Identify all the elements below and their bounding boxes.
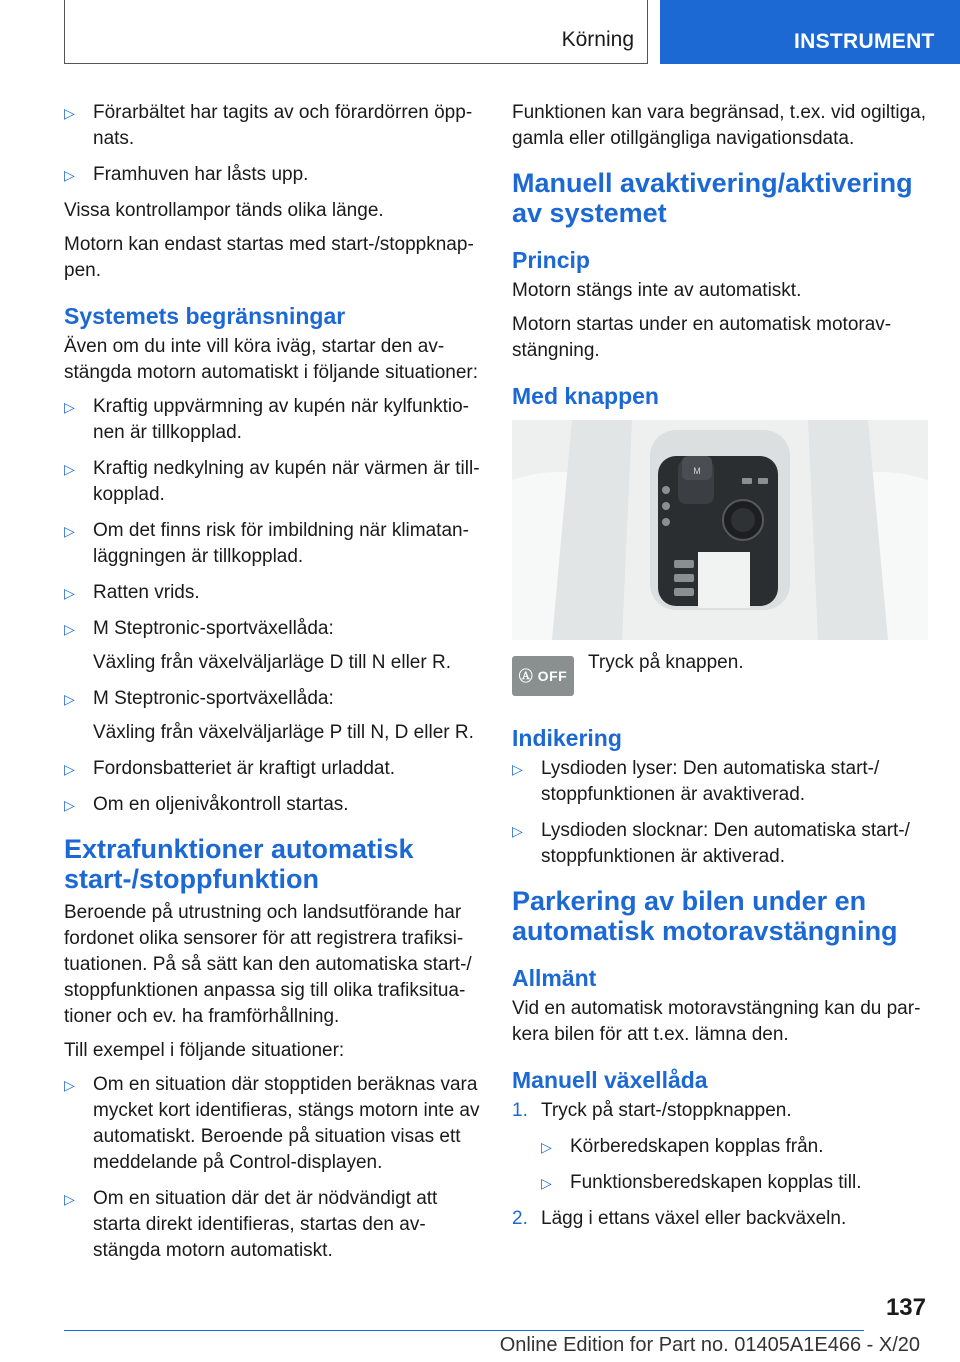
list-item: ▷ Fordonsbatteriet är kraftigt urladdat. <box>64 756 480 782</box>
triangle-bullet-icon: ▷ <box>64 761 75 777</box>
paragraph: Motorn stängs inte av automatiskt. <box>512 280 802 301</box>
list-item: ▷ Förarbältet har tagits av och förardörren öppnats. <box>64 102 473 149</box>
list-item: 1. Tryck på start-/stoppknappen. <box>512 1100 792 1121</box>
list-item: ▷ Funktionsberedskapen kopplas till. <box>541 1170 928 1196</box>
paragraph: Även om du inte vill köra iväg, startar den avstängda motorn automatiskt i följande situationer: <box>64 336 479 383</box>
triangle-bullet-icon: ▷ <box>512 823 523 839</box>
list-item: 2. Lägg i ettans växel eller backväxeln. <box>512 1208 847 1229</box>
button-instruction: Ⓐ OFF Tryck på knappen. <box>512 656 928 700</box>
triangle-bullet-icon: ▷ <box>541 1175 552 1191</box>
list-item: ▷ Lysdioden lyser: Den automatiska start-/ stoppfunktionen är avaktiverad. <box>512 758 880 805</box>
footer-edition: Online Edition for Part no. 01405A1E466 - X/20 <box>499 1334 920 1356</box>
triangle-bullet-icon: ▷ <box>64 585 75 601</box>
paragraph: Funktionen kan vara begränsad, t.ex. vid ogiltiga, gamla eller otillgängliga navigationsdata. <box>512 102 927 149</box>
list-item: ▷ M Steptronic-sportväxellåda: Växling från växelväljarläge P till N, D eller R. <box>64 688 474 743</box>
triangle-bullet-icon: ▷ <box>541 1139 552 1155</box>
section-heading: Extrafunktioner automatisk start-/stoppfunktion <box>64 834 414 894</box>
list-item: ▷ Om en oljenivåkontroll startas. <box>64 792 480 818</box>
subsection-heading: Allmänt <box>512 965 597 991</box>
triangle-bullet-icon: ▷ <box>64 399 75 415</box>
subsection-heading: Indikering <box>512 725 622 751</box>
list-item: ▷ Om det finns risk för imbildning när klimatanläggningen är tillkopplad. <box>64 520 469 567</box>
paragraph: Motorn startas under en automatisk motoravstängning. <box>512 314 892 361</box>
paragraph: Vissa kontrollampor tänds olika länge. <box>64 200 384 221</box>
subsection-heading: Med knappen <box>512 383 659 409</box>
list-item: ▷ Kraftig uppvärmning av kupén när kylfunktionen är tillkopplad. <box>64 396 469 443</box>
page-number: 137 <box>885 1294 926 1321</box>
subsection-heading: Princip <box>512 247 590 273</box>
triangle-bullet-icon: ▷ <box>64 105 75 121</box>
paragraph: Motorn kan endast startas med start-/stoppknappen. <box>64 234 474 281</box>
triangle-bullet-icon: ▷ <box>64 691 75 707</box>
triangle-bullet-icon: ▷ <box>64 523 75 539</box>
triangle-bullet-icon: ▷ <box>64 1077 75 1093</box>
list-item: ▷ Lysdioden slocknar: Den automatiska start-/ stoppfunktionen är aktiverad. <box>512 820 910 867</box>
list-item: ▷ Kraftig nedkylning av kupén när värmen är tillkopplad. <box>64 458 480 505</box>
paragraph: Beroende på utrustning och landsutförande har fordonet olika sensorer för att registrera trafiksituationen. På så sätt kan den automatiska start-/ stoppfunktionen anpassa sig till olika trafiksituationer och ev. ha framförhållning. <box>64 902 472 1027</box>
list-item: ▷ Ratten vrids. <box>64 580 480 606</box>
header-tab-instrument[interactable]: INSTRUMENT <box>660 0 960 64</box>
left-column <box>64 100 480 1274</box>
triangle-bullet-icon: ▷ <box>64 797 75 813</box>
center-console-photo <box>512 420 928 640</box>
list-item: ▷ Om en situation där stopptiden beräknas vara mycket kort identifieras, stängs motorn inte av automatiskt. Beroende på situation visas ett meddelande på Control-displayen. <box>64 1074 480 1173</box>
right-column <box>512 100 928 1242</box>
triangle-bullet-icon: ▷ <box>64 461 75 477</box>
triangle-bullet-icon: ▷ <box>64 167 75 183</box>
list-item: ▷ Körberedskapen kopplas från. <box>541 1134 928 1160</box>
triangle-bullet-icon: ▷ <box>64 621 75 637</box>
list-item: ▷ Framhuven har låsts upp. <box>64 162 480 188</box>
triangle-bullet-icon: ▷ <box>512 761 523 777</box>
section-heading: Parkering av bilen under en automatisk motoravstängning <box>512 886 898 946</box>
paragraph: Till exempel i följande situationer: <box>64 1040 345 1061</box>
footer-divider <box>64 1330 864 1331</box>
center-console-illustration <box>512 420 928 640</box>
auto-start-stop-off-button-icon: Ⓐ OFF <box>512 656 574 696</box>
list-item: ▷ Om en situation där det är nödvändigt att starta direkt identifieras, startas den avstängda motorn automatiskt. <box>64 1188 438 1261</box>
paragraph: Vid en automatisk motoravstängning kan du parkera bilen för att t.ex. lämna den. <box>512 998 921 1045</box>
section-heading: Manuell avaktivering/aktivering av systemet <box>512 168 913 228</box>
list-item: ▷ M Steptronic-sportväxellåda: Växling från växelväljarläge D till N eller R. <box>64 618 451 673</box>
svg-text:M: M <box>693 466 701 476</box>
triangle-bullet-icon: ▷ <box>64 1191 75 1207</box>
header-section: Körning <box>561 28 634 51</box>
subsection-heading: Manuell växellåda <box>512 1067 708 1093</box>
section-heading: Systemets begränsningar <box>64 303 346 329</box>
